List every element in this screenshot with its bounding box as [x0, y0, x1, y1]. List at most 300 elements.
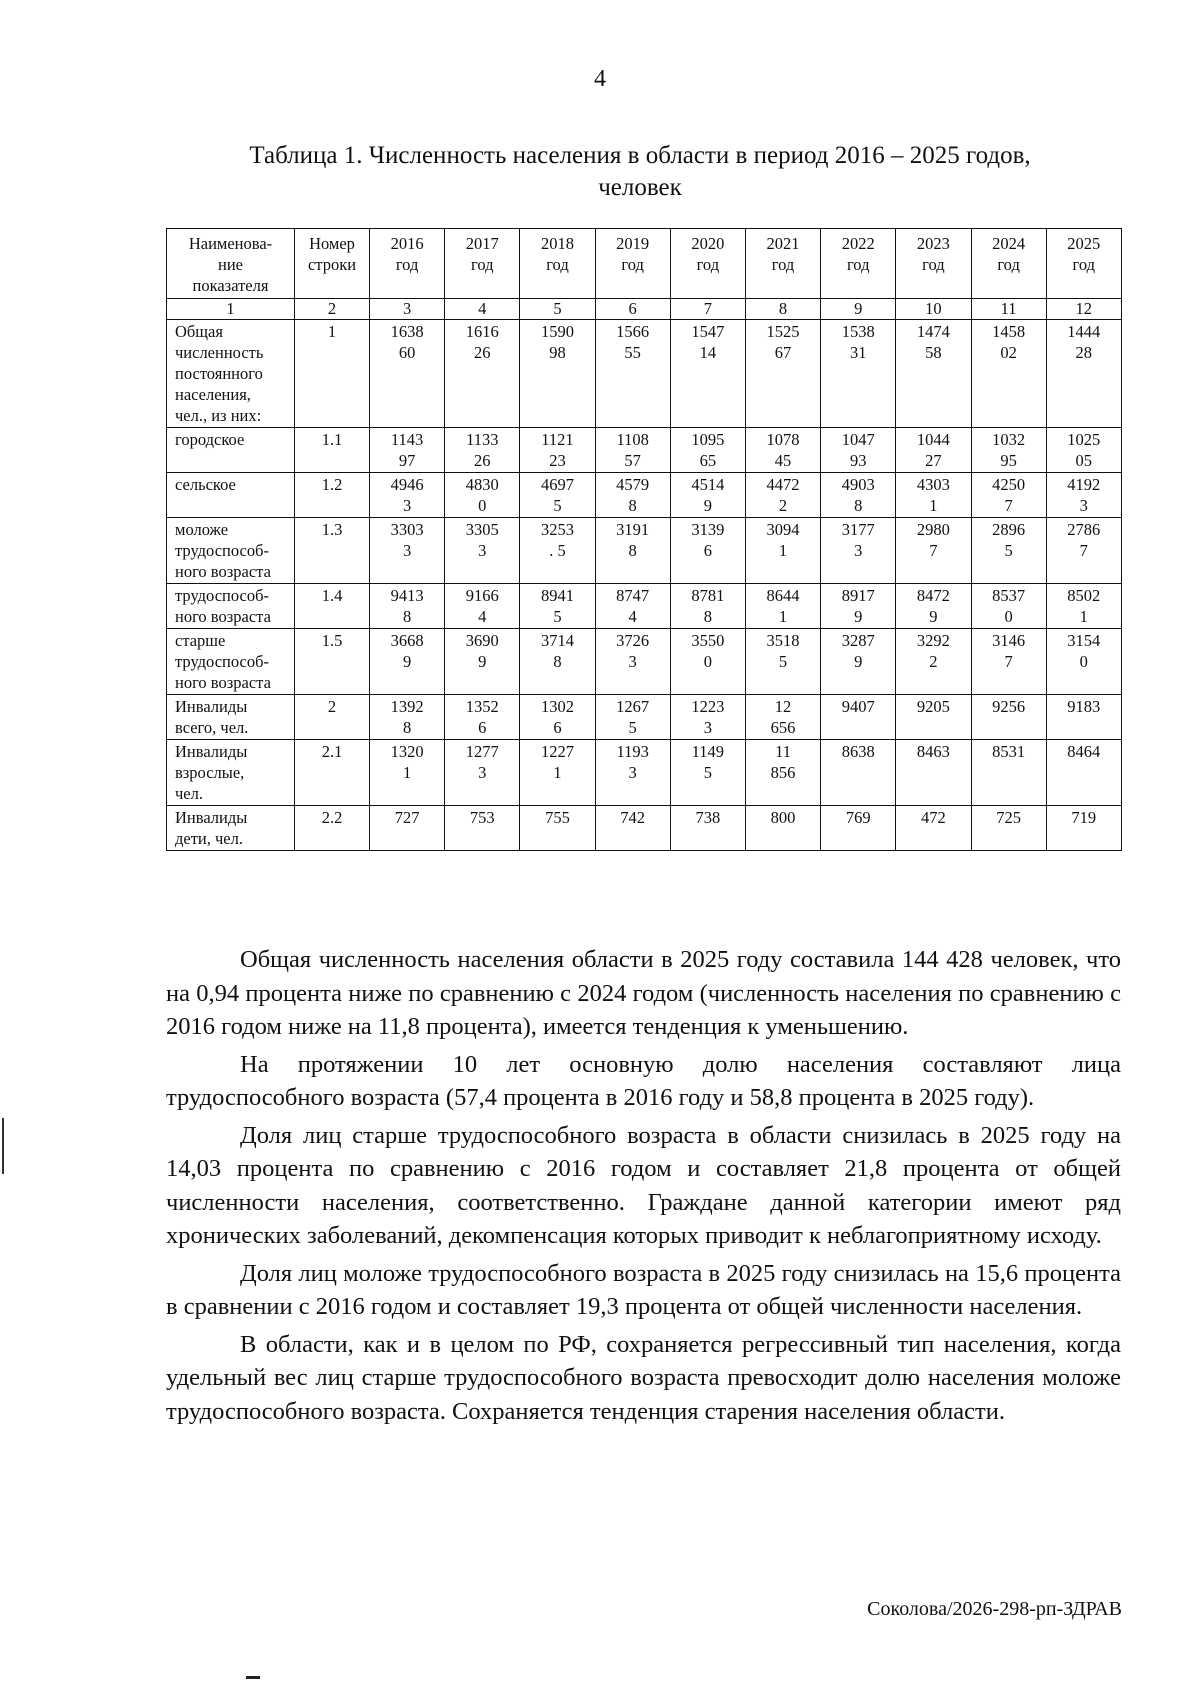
value-line: 1320: [390, 742, 424, 761]
value-line: 7: [1004, 496, 1013, 515]
value-cell: [821, 320, 896, 428]
header-cell-line: 2020: [691, 234, 725, 253]
header-cell-line: ние: [218, 255, 243, 274]
value-line: 725: [996, 808, 1021, 827]
header-cell-line: 2023: [916, 234, 950, 253]
value-line: 8: [553, 652, 562, 671]
value-line: 1302: [540, 697, 574, 716]
document-code: Соколова/2026-298-рп-ЗДРАВ: [867, 1598, 1122, 1620]
header-cell: [370, 229, 445, 299]
value-cell: [971, 518, 1046, 584]
value-cell: [670, 740, 745, 806]
indicator-name-line: численность: [175, 343, 264, 362]
value-line: 1277: [465, 742, 499, 761]
value-line: 3690: [465, 631, 499, 650]
value-cell: [745, 584, 820, 629]
value-cell: [821, 428, 896, 473]
row-number-cell: 1.5: [295, 629, 370, 695]
scan-artifact-line: [2, 1118, 4, 1174]
value-line: 67: [774, 343, 792, 362]
value-cell: [370, 584, 445, 629]
value-cell: [896, 518, 971, 584]
page-number: 4: [594, 66, 606, 92]
value-line: 1095: [691, 430, 725, 449]
value-line: 7: [1079, 541, 1088, 560]
indicator-name-cell: [167, 428, 295, 473]
value-cell: [971, 806, 1046, 851]
table-row: [167, 695, 1122, 740]
indicator-name-line: Инвалиды: [175, 697, 248, 716]
value-line: 8638: [841, 742, 875, 761]
header-cell: [520, 229, 595, 299]
value-cell: [595, 629, 670, 695]
value-cell: [1046, 473, 1121, 518]
header-cell-line: год: [846, 255, 870, 274]
value-line: 12: [774, 697, 792, 716]
value-line: 8: [628, 541, 637, 560]
value-line: 4697: [540, 475, 574, 494]
row-number-cell: 2: [295, 695, 370, 740]
header-cell-line: строки: [307, 255, 357, 274]
body-text: [166, 943, 1121, 1432]
header-cell-line: 2022: [841, 234, 875, 253]
indicator-name-cell: [167, 806, 295, 851]
value-cell: [1046, 629, 1121, 695]
value-line: 1121: [541, 430, 574, 449]
value-cell: [370, 695, 445, 740]
column-number-cell: 3: [370, 299, 445, 320]
value-line: 97: [398, 451, 416, 470]
value-line: 26: [474, 343, 491, 362]
header-cell-line: 2016: [390, 234, 424, 253]
indicator-name-cell: [167, 320, 295, 428]
value-line: 4250: [992, 475, 1026, 494]
population-table: [166, 228, 1122, 851]
value-line: 1547: [691, 322, 725, 341]
value-line: 23: [549, 451, 566, 470]
value-cell: [670, 473, 745, 518]
indicator-name-line: Инвалиды: [175, 742, 248, 761]
value-line: 9: [478, 652, 487, 671]
value-cell: [745, 518, 820, 584]
value-cell: [520, 584, 595, 629]
value-line: 3: [402, 541, 412, 560]
column-number-cell: 4: [445, 299, 520, 320]
header-cell-line: 2024: [992, 234, 1026, 253]
value-line: 65: [699, 451, 717, 470]
header-cell-line: 2025: [1067, 234, 1101, 253]
value-line: 1: [402, 763, 412, 782]
indicator-name-line: моложе: [175, 520, 229, 539]
value-line: 7: [929, 541, 938, 560]
indicator-name-line: сельское: [175, 475, 236, 494]
value-line: 1025: [1067, 430, 1101, 449]
value-cell: [595, 740, 670, 806]
value-line: 5: [553, 496, 562, 515]
header-cell: [670, 229, 745, 299]
indicator-name-line: постоянного: [175, 364, 263, 383]
paragraph: Общая численность населения области в 2025 году составила 144 428 человек, что на 0,94 процента ниже по сравнению с 2024 годом (численность населения по сравнению с 2016 годом ниже на 11,8 процента), имеется тенденция к уменьшению.: [166, 946, 1121, 1040]
column-number-cell: 12: [1046, 299, 1121, 320]
value-line: 0: [703, 652, 712, 671]
indicator-name-line: трудоспособ-: [175, 586, 269, 605]
indicator-name-line: старше: [175, 631, 226, 650]
value-line: 8781: [691, 586, 725, 605]
value-line: 1223: [691, 697, 725, 716]
value-line: 57: [624, 451, 641, 470]
value-cell: [595, 584, 670, 629]
column-numbers-row: [167, 299, 1122, 320]
column-number-cell: 6: [595, 299, 670, 320]
indicator-name-cell: [167, 473, 295, 518]
value-cell: [1046, 584, 1121, 629]
value-cell: [1046, 740, 1121, 806]
indicator-name-line: трудоспособ-: [175, 652, 269, 671]
value-cell: [971, 740, 1046, 806]
value-line: 02: [1000, 343, 1017, 362]
value-line: 8917: [841, 586, 875, 605]
table-caption-line-1: Таблица 1. Численность населения в области в период 2016 – 2025 годов,: [249, 142, 1031, 169]
indicator-name-line: взрослые,: [175, 763, 245, 782]
value-cell: [520, 629, 595, 695]
value-line: 3154: [1067, 631, 1101, 650]
value-line: 4192: [1067, 475, 1101, 494]
value-line: 1149: [691, 742, 725, 761]
value-cell: [745, 695, 820, 740]
row-number-cell: 1: [295, 320, 370, 428]
indicator-name-line: городское: [175, 430, 245, 449]
value-cell: [1046, 695, 1121, 740]
value-line: 31: [849, 343, 867, 362]
table-row: [167, 740, 1122, 806]
value-line: 3: [1079, 496, 1088, 515]
value-line: 800: [770, 808, 796, 827]
header-cell-line: год: [696, 255, 720, 274]
value-cell: [745, 629, 820, 695]
value-line: 727: [394, 808, 420, 827]
header-cell-line: год: [471, 255, 494, 274]
value-line: 3726: [616, 631, 650, 650]
indicator-name-cell: [167, 629, 295, 695]
value-cell: [821, 806, 896, 851]
indicator-name-line: всего, чел.: [175, 718, 249, 737]
table-row: [167, 584, 1122, 629]
value-cell: [821, 740, 896, 806]
value-line: 1: [553, 763, 562, 782]
indicator-name-line: ного возраста: [175, 673, 271, 692]
value-line: 8: [402, 718, 412, 737]
value-line: 3292: [916, 631, 950, 650]
value-line: 769: [845, 808, 871, 827]
value-line: 3: [703, 718, 712, 737]
header-cell-line: год: [1072, 255, 1096, 274]
value-cell: [445, 695, 520, 740]
indicator-name-line: ного возраста: [175, 607, 271, 626]
value-cell: [670, 806, 745, 851]
value-line: 4472: [766, 475, 800, 494]
indicator-name-line: чел., из них:: [175, 406, 262, 425]
value-line: 738: [695, 808, 721, 827]
value-cell: [670, 518, 745, 584]
value-line: 1108: [616, 430, 649, 449]
value-cell: [1046, 518, 1121, 584]
value-cell: [896, 320, 971, 428]
value-line: 856: [770, 763, 796, 782]
header-cell-line: 2021: [766, 234, 800, 253]
value-line: 8941: [540, 586, 574, 605]
value-line: 0: [478, 496, 487, 515]
column-number-cell: 5: [520, 299, 595, 320]
value-cell: [971, 695, 1046, 740]
value-line: 5: [628, 718, 637, 737]
table-row: [167, 428, 1122, 473]
value-line: 1032: [992, 430, 1026, 449]
value-line: 1616: [465, 322, 499, 341]
value-cell: [370, 428, 445, 473]
value-cell: [520, 320, 595, 428]
value-cell: [670, 695, 745, 740]
value-line: 45: [774, 451, 792, 470]
indicator-name-line: Инвалиды: [175, 808, 248, 827]
table-caption-line-2: человек: [598, 174, 682, 201]
value-cell: [445, 473, 520, 518]
value-cell: [896, 806, 971, 851]
value-cell: [745, 428, 820, 473]
value-line: 4: [628, 607, 637, 626]
value-cell: [1046, 428, 1121, 473]
value-line: 3714: [540, 631, 574, 650]
value-line: 3: [478, 763, 487, 782]
header-cell: [896, 229, 971, 299]
value-cell: [370, 629, 445, 695]
header-cell: [295, 229, 370, 299]
value-line: 5: [703, 763, 712, 782]
value-line: 1392: [390, 697, 424, 716]
value-line: 8472: [916, 586, 950, 605]
value-line: 55: [624, 343, 641, 362]
header-cell-line: 2017: [465, 234, 499, 253]
value-cell: [670, 428, 745, 473]
value-line: 3094: [766, 520, 800, 539]
value-cell: [1046, 320, 1121, 428]
value-line: 3146: [992, 631, 1026, 650]
value-cell: [370, 320, 445, 428]
header-cell-line: показателя: [192, 276, 269, 295]
scan-artifact-dash: [246, 1676, 260, 1679]
row-number-cell: 2.2: [295, 806, 370, 851]
value-cell: [520, 518, 595, 584]
paragraph: В области, как и в целом по РФ, сохраняется регрессивный тип населения, когда удельный вес лиц старше трудоспособного возраста превосходит долю населения моложе трудоспособного возраста. Сохраняется тенденция старения населения области.: [166, 1330, 1121, 1425]
value-line: 9: [402, 652, 412, 671]
value-line: 1538: [841, 322, 875, 341]
header-cell: [445, 229, 520, 299]
value-line: 5: [778, 652, 788, 671]
value-cell: [821, 584, 896, 629]
column-number-cell: 1: [167, 299, 295, 320]
indicator-name-line: ного возраста: [175, 562, 271, 581]
value-line: 9413: [390, 586, 424, 605]
paragraph: Доля лиц моложе трудоспособного возраста в 2025 году снизилась на 15,6 процента в сравнении с 2016 годом и составляет 19,3 процента от общей численности населения.: [166, 1259, 1121, 1320]
value-cell: [520, 473, 595, 518]
row-number-cell: 1.3: [295, 518, 370, 584]
value-line: 8531: [992, 742, 1026, 761]
indicator-name-line: населения,: [175, 385, 251, 404]
value-line: 2980: [916, 520, 950, 539]
column-number-cell: 11: [971, 299, 1046, 320]
header-cell-line: Номер: [309, 234, 355, 253]
value-line: 9: [854, 607, 863, 626]
value-line: 28: [1075, 343, 1093, 362]
value-line: 3303: [390, 520, 424, 539]
value-line: 4946: [390, 475, 424, 494]
value-line: 719: [1071, 808, 1097, 827]
value-line: 1: [1079, 607, 1088, 626]
header-cell-line: год: [621, 255, 644, 274]
value-line: 1193: [616, 742, 649, 761]
value-line: 4830: [465, 475, 499, 494]
value-line: 1078: [766, 430, 800, 449]
row-number-cell: 1.2: [295, 473, 370, 518]
value-line: 1458: [992, 322, 1026, 341]
value-line: 2786: [1067, 520, 1101, 539]
value-line: 6: [478, 718, 487, 737]
value-cell: [595, 428, 670, 473]
value-line: 2896: [992, 520, 1026, 539]
value-line: 1143: [390, 430, 424, 449]
value-cell: [971, 584, 1046, 629]
value-line: 8463: [916, 742, 950, 761]
value-line: 1474: [916, 322, 950, 341]
value-line: 742: [620, 808, 646, 827]
header-cell: [167, 229, 295, 299]
table-row: [167, 518, 1122, 584]
value-cell: [821, 518, 896, 584]
value-line: 3305: [465, 520, 499, 539]
value-cell: [971, 473, 1046, 518]
value-cell: [896, 695, 971, 740]
value-line: 2: [929, 652, 938, 671]
value-cell: [896, 428, 971, 473]
value-line: 93: [849, 451, 867, 470]
value-cell: [520, 695, 595, 740]
value-cell: [520, 740, 595, 806]
indicator-name-cell: [167, 518, 295, 584]
header-cell: [821, 229, 896, 299]
value-line: 4: [478, 607, 487, 626]
value-line: 11: [775, 742, 791, 761]
value-cell: [445, 740, 520, 806]
header-cell-line: год: [922, 255, 945, 274]
value-line: 3668: [390, 631, 424, 650]
value-cell: [971, 428, 1046, 473]
value-line: 8: [628, 496, 637, 515]
column-number-cell: 7: [670, 299, 745, 320]
value-line: 3: [402, 496, 412, 515]
value-line: 27: [925, 451, 942, 470]
indicator-name-cell: [167, 584, 295, 629]
value-line: 1267: [616, 697, 650, 716]
value-cell: [595, 320, 670, 428]
table-row: [167, 473, 1122, 518]
value-line: 60: [398, 343, 416, 362]
value-line: 2: [778, 496, 788, 515]
value-cell: [595, 806, 670, 851]
header-cell: [971, 229, 1046, 299]
value-line: 1566: [616, 322, 650, 341]
value-cell: [370, 473, 445, 518]
value-line: 656: [770, 718, 796, 737]
value-cell: [896, 584, 971, 629]
value-line: 6: [703, 541, 712, 560]
value-line: 9: [929, 607, 938, 626]
value-line: 8644: [766, 586, 800, 605]
value-cell: [896, 740, 971, 806]
value-line: 5: [553, 607, 562, 626]
value-line: 3: [478, 541, 487, 560]
value-cell: [745, 320, 820, 428]
value-line: 4579: [616, 475, 650, 494]
value-line: 0: [1004, 607, 1013, 626]
value-line: 1: [929, 496, 938, 515]
value-cell: [445, 584, 520, 629]
value-cell: [445, 320, 520, 428]
value-line: 9166: [465, 586, 499, 605]
column-number-cell: 10: [896, 299, 971, 320]
value-cell: [896, 629, 971, 695]
value-line: 26: [474, 451, 491, 470]
value-cell: [520, 428, 595, 473]
value-cell: [821, 695, 896, 740]
value-line: 9256: [992, 697, 1026, 716]
value-cell: [370, 740, 445, 806]
value-line: 95: [1000, 451, 1017, 470]
value-cell: [670, 584, 745, 629]
row-number-cell: 1.1: [295, 428, 370, 473]
value-line: 9407: [841, 697, 875, 716]
value-line: 3: [628, 763, 637, 782]
value-cell: [445, 806, 520, 851]
value-line: 1133: [466, 430, 499, 449]
value-line: 1638: [390, 322, 424, 341]
value-cell: [520, 806, 595, 851]
header-cell: [745, 229, 820, 299]
value-line: 9183: [1067, 697, 1101, 716]
indicator-name-line: дети, чел.: [175, 829, 243, 848]
value-line: 1047: [841, 430, 875, 449]
header-cell-line: Наименова-: [188, 234, 273, 253]
value-line: 5: [1004, 541, 1013, 560]
value-line: 1: [778, 541, 788, 560]
header-cell-line: 2018: [540, 234, 574, 253]
header-cell: [1046, 229, 1121, 299]
value-line: 753: [469, 808, 495, 827]
indicator-name-line: Общая: [175, 322, 223, 341]
value-line: 755: [545, 808, 570, 827]
table-row: [167, 806, 1122, 851]
header-cell-line: год: [395, 255, 419, 274]
value-line: 6: [553, 718, 562, 737]
row-number-cell: 2.1: [295, 740, 370, 806]
value-line: 3: [628, 652, 637, 671]
value-line: 1525: [766, 322, 800, 341]
value-line: 8502: [1067, 586, 1101, 605]
value-cell: [595, 473, 670, 518]
value-line: 8: [402, 607, 412, 626]
value-cell: [445, 518, 520, 584]
value-cell: [445, 428, 520, 473]
value-line: 8747: [616, 586, 650, 605]
value-line: 1352: [465, 697, 499, 716]
